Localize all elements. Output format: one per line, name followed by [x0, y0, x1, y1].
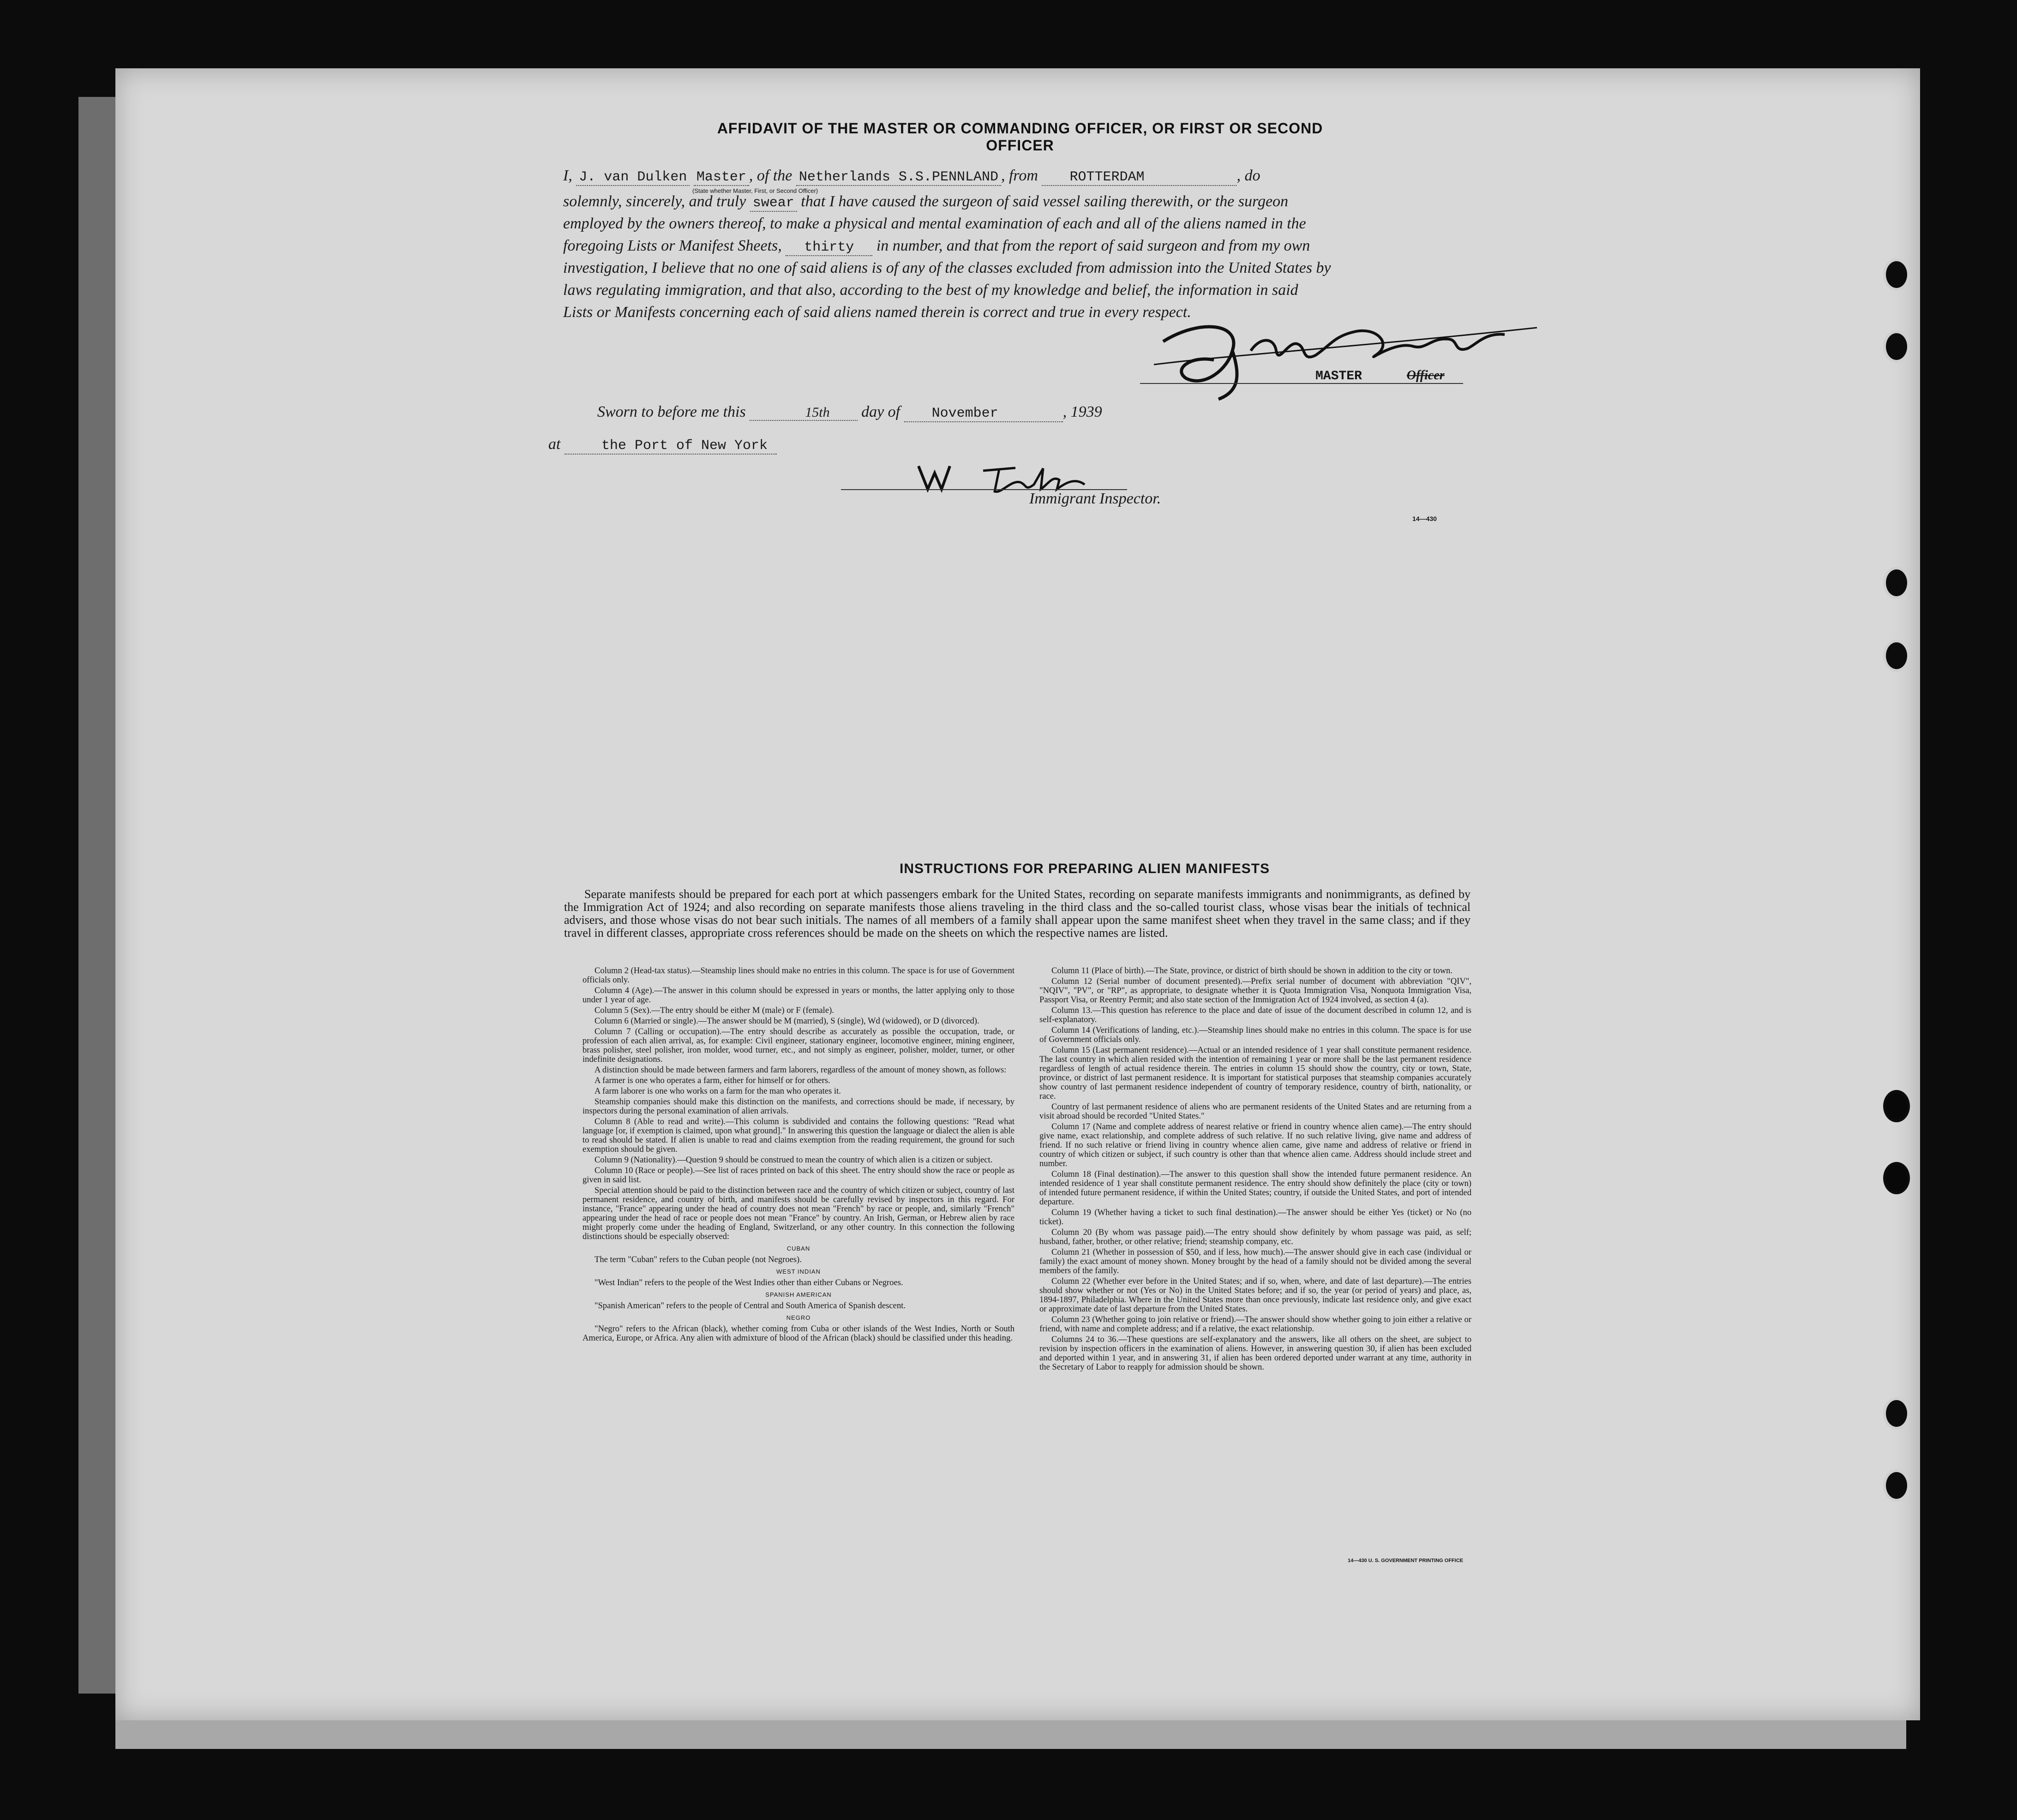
text: day of [861, 403, 900, 420]
instruction-paragraph: Steamship companies should make this distinction on the manifests, and corrections should be made, if necessary, by inspectors during the personal examination of alien arrivals. [582, 1097, 1015, 1116]
instruction-paragraph: Column 14 (Verifications of landing, etc.).—Steamship lines should make no entries in this column. The space is for use of Government officials only. [1039, 1025, 1471, 1044]
port-of-swearing-field: the Port of New York [564, 438, 777, 455]
instruction-paragraph: Column 4 (Age).—The answer in this column should be expressed in years or months, the latter applying only to those under 1 year of age. [582, 986, 1015, 1005]
text: solemnly, sincerely, and truly [563, 193, 746, 210]
instruction-paragraph: Column 22 (Whether ever before in the United States; and if so, when, where, and date of last departure).—The entries should show whether or not (Yes or No) in the United States before; and if so, the year (or period of years) and place, as, 1894-1897, Philadelphia. Where in the United States more than once previously, indicate last residence only, and give exact or approximate date of last departure from the United States. [1039, 1276, 1471, 1314]
instructions-left-column [582, 966, 1015, 1566]
affidavit-line-1 [563, 167, 1486, 185]
ship-name-field: Netherlands S.S.PENNLAND [796, 169, 1001, 186]
text: , 1939 [1063, 403, 1102, 420]
text: I, [563, 167, 572, 184]
binder-hole [1883, 567, 1910, 599]
text: at [548, 436, 561, 453]
at-line [548, 436, 1471, 454]
master-name-field: J. van Dulken [576, 169, 690, 186]
instruction-paragraph: Column 13.—This question has reference to the place and date of issue of the document described in column 12, and is self-explanatory. [1039, 1006, 1471, 1024]
instruction-paragraph: "Spanish American" refers to the people of Central and South America of Spanish descent. [594, 1301, 906, 1311]
instruction-paragraph: Column 6 (Married or single).—The answer should be M (married), S (single), Wd (widowed), or D (divorced). [594, 1016, 979, 1026]
affidavit-title: AFFIDAVIT OF THE MASTER OR COMMANDING OFFICER, OR FIRST OR SECOND OFFICER [717, 120, 1323, 154]
text: , from [1001, 167, 1038, 184]
instruction-paragraph: Column 2 (Head-tax status).—Steamship lines should make no entries in this column. The space is for use of Government officials only. [582, 966, 1015, 985]
instruction-paragraph: Column 23 (Whether going to join relative or friend).—The answer should show whether going to join either a relative or friend, with name and complete address; and if a relative, the exact relationship. [1039, 1315, 1471, 1334]
instruction-paragraph: "West Indian" refers to the people of the West Indies other than either Cubans or Negroes. [594, 1278, 903, 1287]
instruction-paragraph: Column 5 (Sex).—The entry should be either M (male) or F (female). [594, 1006, 834, 1015]
binder-hole [1883, 1162, 1910, 1194]
subheading-spanish-american: SPANISH AMERICAN [765, 1291, 832, 1298]
affidavit-line-7: Lists or Manifests concerning each of said aliens named therein is correct and true in every respect. [563, 304, 1191, 321]
rank-field: Master [694, 169, 749, 186]
instruction-paragraph: Special attention should be paid to the distinction between race and the country of which citizen or subject, country of last permanent residence, and country of birth, and manifests should be carefully revised by inspectors in this regard. For instance, "France" appearing under the head of country does not mean "French" by race or people, and, similarly "French" appearing under the head of race or people does not mean "France" by country. An Irish, German, or Hebrew alien by race might properly come under the heading of England, Switzerland, or any other country. In this connection the following distinctions should be especially observed: [582, 1185, 1015, 1241]
rank-printed: MASTER [1315, 369, 1362, 383]
sworn-day-field: 15th [750, 405, 857, 421]
instruction-paragraph: The term "Cuban" refers to the Cuban people (not Negroes). [594, 1255, 802, 1264]
binder-hole [1883, 258, 1910, 291]
affidavit-line-3: employed by the owners thereof, to make a physical and mental examination of each and all of the aliens named in the [563, 215, 1306, 232]
instruction-paragraph: Columns 24 to 36.—These questions are self-explanatory and the answers, like all others on the sheet, are subject to revision by inspection officers in the examination of aliens. However, in answering question 30, if alien has been excluded and deported within 1 year, and in answering 31, if alien has been ordered deported under warrant at any time, authority in the Secretary of Labor to reapply for admission should be shown. [1039, 1335, 1471, 1372]
affidavit-line-4 [563, 237, 1486, 255]
master-signature [1135, 300, 1560, 401]
binder-hole [1883, 1469, 1910, 1502]
text: , of the [749, 167, 792, 184]
instruction-paragraph: Column 19 (Whether having a ticket to such final destination).—The answer should be either Yes (ticket) or No (no ticket). [1039, 1208, 1471, 1227]
instruction-paragraph: Column 17 (Name and complete address of nearest relative or friend in country whence alien came).—The entry should give name, exact relationship, and complete address of such relative. If no such relative living, give name and address of friend. If no such relative or friend living in country whence alien came, give name and address of relative or friend in country of which citizen or subject, if such country is other than that whence alien came. Address should include street and number. [1039, 1122, 1471, 1168]
text: foregoing Lists or Manifest Sheets, [563, 237, 782, 254]
instruction-paragraph: Column 20 (By whom was passage paid).—The entry should show definitely by whom passage was paid, as self; husband, father, brother, or other relative; friend; steamship company, etc. [1039, 1227, 1471, 1246]
instruction-paragraph: Column 8 (Able to read and write).—This column is subdivided and contains the following questions: "Read what language [or, if exemption is claimed, upon what ground]." In answering this question the language or dialect the alien is able to read should be stated. If alien is unable to read and claims exemption from the reading requirement, the ground for such exemption should be given. [582, 1117, 1015, 1154]
text: , do [1237, 167, 1261, 184]
form-number: 14—430 [1412, 515, 1437, 522]
port-from-field: ROTTERDAM [1042, 169, 1237, 186]
sworn-line [597, 403, 1520, 421]
instruction-paragraph: Column 15 (Last permanent residence).—Actual or an intended residence of 1 year shall constitute permanent residence. The last country in which alien resided with the intention of remaining 1 year or more shall be the last permanent residence regardless of length of actual residence therein. The entries in column 15 should show the country, city or town, State, province, or district of last permanent residence. It is important for statistical purposes that steamship companies accurately show country of last permanent residence independent of country of temporary residence, country of birth, nationality, or race. [1039, 1045, 1471, 1101]
instruction-paragraph: Column 21 (Whether in possession of $50, and if less, how much).—The answer should give in each case (individual or family) the exact amount of money shown. Money brought by the head of a family should not be divided among the several members of the family. [1039, 1247, 1471, 1275]
affidavit-line-5: investigation, I believe that no one of said aliens is of any of the classes excluded from admission into the United States by [563, 259, 1331, 276]
subheading-west-indian: WEST INDIAN [776, 1268, 821, 1275]
rank-struck: Officer [1406, 368, 1445, 383]
instruction-paragraph: Country of last permanent residence of aliens who are permanent residents of the United States and are returning from a visit abroad should be recorded "United States." [1039, 1102, 1471, 1121]
binder-hole [1883, 330, 1910, 363]
instruction-paragraph: Column 10 (Race or people).—See list of races printed on back of this sheet. The entry should show the race or people as given in said list. [582, 1166, 1015, 1185]
instruction-paragraph: A farmer is one who operates a farm, either for himself or for others. [594, 1076, 830, 1085]
instructions-intro: Separate manifests should be prepared for each port at which passengers embark for the United States, recording on separate manifests immigrants and nonimmigrants, as defined by the Immigration Act of 1924; and also recording on separate manifests those aliens traveling in the third class and the so-called tourist class, whose visas bear the initials of technical advisers, and those whose visas do not bear such initials. The names of all members of a family shall appear upon the same manifest sheet when they travel in the same class; and if they travel in different classes, appropriate cross references should be made on the sheets on which the respective names are listed. [564, 887, 1471, 940]
inspector-title: Immigrant Inspector. [1029, 490, 1161, 507]
oath-word-field: swear [750, 195, 797, 212]
instructions-right-column [1039, 966, 1471, 1566]
rank-row [1315, 368, 1445, 383]
text: in number, and that from the report of said surgeon and from my own [876, 237, 1310, 254]
instruction-paragraph: Column 11 (Place of birth).—The State, province, or district of birth should be shown in addition to the city or town. [1051, 966, 1453, 976]
binder-hole [1883, 640, 1910, 672]
instruction-paragraph: A farm laborer is one who works on a farm for the man who operates it. [594, 1086, 841, 1096]
instruction-paragraph: A distinction should be made between farmers and farm laborers, regardless of the amount of money shown, as follows: [594, 1065, 1007, 1075]
instructions-title: INSTRUCTIONS FOR PREPARING ALIEN MANIFESTS [899, 861, 1270, 876]
rank-note: (State whether Master, First, or Second Officer) [692, 187, 818, 194]
sheets-count-field: thirty [786, 239, 872, 256]
instruction-paragraph: "Negro" refers to the African (black), whether coming from Cuba or other islands of the West Indies, North or South America, Europe, or Africa. Any alien with admixture of blood of the African (black) should be classified under this heading. [582, 1324, 1015, 1343]
affidavit-line-6: laws regulating immigration, and that also, according to the best of my knowledge and belief, the information in said [563, 281, 1298, 299]
binder-hole [1883, 1090, 1910, 1122]
printing-office-footer: 14—430 U. S. GOVERNMENT PRINTING OFFICE [1348, 1558, 1463, 1563]
subheading-cuban: CUBAN [786, 1245, 810, 1252]
text: Sworn to before me this [597, 403, 746, 420]
instruction-paragraph: Column 9 (Nationality).—Question 9 should be construed to mean the country of which alien is a citizen or subject. [594, 1155, 993, 1165]
affidavit-line-2 [563, 193, 1486, 211]
subheading-negro: NEGRO [786, 1314, 811, 1321]
underlying-page-edge-left [78, 97, 120, 1694]
instruction-paragraph: Column 18 (Final destination).—The answer to this question shall show the intended future permanent residence. An intended residence of 1 year shall constitute permanent residence. The entry should show definitely the place (city or town) of intended future permanent residence, if within the United States; country, if outside the United States, and port of intended departure. [1039, 1169, 1471, 1207]
instruction-paragraph: Column 7 (Calling or occupation).—The entry should describe as accurately as possible the occupation, trade, or profession of each alien arrival, as, for example: Civil engineer, stationary engineer, locomotive engineer, mining engineer, brass polisher, steel polisher, iron molder, wood turner, etc., and not simply as engineer, polisher, molder, turner, or other indefinite designations. [582, 1027, 1015, 1064]
text: that I have caused the surgeon of said vessel sailing therewith, or the surgeon [801, 193, 1289, 210]
binder-hole [1883, 1397, 1910, 1430]
sworn-month-field: November [904, 406, 1063, 422]
instruction-paragraph: Column 12 (Serial number of document presented).—Prefix serial number of document with abbreviation "QIV", "NQIV", "PV", or "RP", as appropriate, to designate whether it is Quota Immigration Visa, Nonquota Immigration Visa, Passport Visa, or Reentry Permit; and also state section of the Immigration Act of 1924 involved, as section 4 (a). [1039, 976, 1471, 1005]
